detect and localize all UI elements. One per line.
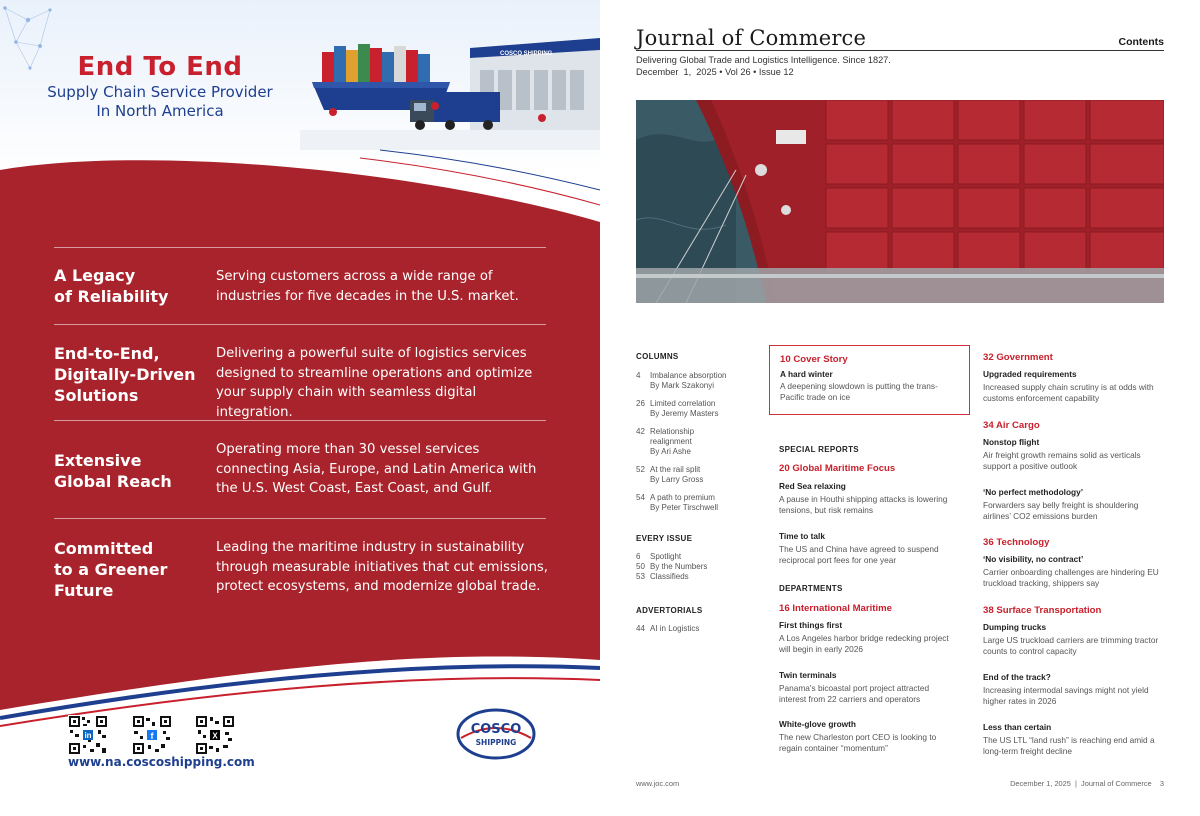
toc-entry[interactable]: 4 Imbalance absorption By Mark Szakonyi [636,371,727,390]
columns-section-label: COLUMNS [636,352,679,361]
toc-entry[interactable]: 26 Limited correlation By Jeremy Masters [636,399,719,418]
ad-feature-row [54,324,546,420]
footer-page-info: December 1, 2025 | Journal of Commerce 3 [1010,779,1164,788]
ad-feature-heading: A Legacy of Reliability [54,266,169,306]
ad-subheadline: Supply Chain Service Provider In North America [47,83,273,120]
ad-headline: End To End [77,52,243,82]
contents-label: Contents [1118,36,1164,48]
technology-title[interactable]: 36 Technology [983,537,1050,548]
government-title[interactable]: 32 Government [983,352,1053,363]
toc-article[interactable]: Time to talk The US and China have agreed to suspend reciprocal port fees for one year [779,531,939,565]
toc-article[interactable]: White-glove growth The new Charleston port CEO is looking to regain container “momentum” [779,719,937,753]
cover-story-title: 10 Cover Story [780,354,848,365]
journal-tagline: Delivering Global Trade and Logistics Intelligence. Since 1827. [636,55,891,65]
toc-article[interactable]: End of the track? Increasing intermodal savings might not yield higher rates in 2026 [983,672,1149,706]
toc-entry[interactable]: 42 Relationship realignment By Ari Ashe [636,427,695,456]
ad-feature-heading: Extensive Global Reach [54,451,172,491]
toc-article[interactable]: Red Sea relaxing A pause in Houthi shipping attacks is lowering tensions, but risk remains [779,481,948,515]
advertorials-section-label: ADVERTORIALS [636,606,703,615]
toc-entry[interactable]: 52 At the rail split By Larry Gross [636,465,704,484]
svg-text:X: X [212,731,218,741]
svg-text:in: in [84,731,92,740]
departments-label: DEPARTMENTS [779,584,843,593]
every-issue-section-label: EVERY ISSUE [636,534,693,543]
toc-entry[interactable]: 50 By the Numbers [636,562,708,571]
ad-feature-list [54,247,546,618]
svg-text:COSCO SHIPPING: COSCO SHIPPING [500,51,553,57]
cover-story-headline: A hard winter [780,369,833,379]
issue-info: December 1, 2025 • Vol 26 • Issue 12 [636,67,794,77]
cover-story-box[interactable] [769,345,970,415]
toc-article[interactable]: ‘No perfect methodology’ Forwarders say belly freight is shouldering airlines’ CO2 emissions burden [983,487,1139,521]
contents-page [600,0,1200,816]
svg-text:COSCO: COSCO [470,722,522,737]
x-qr-code[interactable] [195,715,235,755]
toc-entry[interactable]: 6 Spotlight [636,552,682,561]
toc-article[interactable]: Less than certain The US LTL “land rush” is reaching end amid a long-term freight decline [983,722,1155,756]
ad-feature-heading: End-to-End, Digitally-Driven Solutions [54,344,196,405]
toc-entry[interactable]: 54 A path to premium By Peter Tirschwell [636,493,719,512]
ad-website-link[interactable]: www.na.coscoshipping.com [68,755,255,769]
cover-photo-container-ship [636,100,1164,303]
ad-feature-text: Delivering a powerful suite of logistics services designed to streamline operations and optimize your supply chain with seamless digital integration. [216,346,533,420]
cover-story-description: A deepening slowdown is putting the trans-Pacific trade on ice [780,381,938,402]
toc-entry[interactable]: 53 Classifieds [636,572,689,581]
toc-article[interactable]: First things first A Los Angeles harbor bridge redecking project will begin in early 2026 [779,620,949,654]
toc-article[interactable]: Nonstop flight Air freight growth remains solid as verticals support a positive outlook [983,437,1141,471]
linkedin-qr-code[interactable] [68,715,108,755]
toc-article[interactable]: Dumping trucks Large US truckload carriers are trimming tractor counts to control capacity [983,622,1159,656]
toc-column-left [636,352,766,634]
air-cargo-title[interactable]: 34 Air Cargo [983,420,1040,431]
svg-text:SHIPPING: SHIPPING [475,738,517,747]
svg-text:f: f [150,731,154,741]
toc-article[interactable]: Twin terminals Panama's bicoastal port project attracted interest from 22 carriers and operators [779,670,930,704]
ad-feature-row [54,518,546,618]
special-reports-label: SPECIAL REPORTS [779,445,859,454]
footer-website[interactable]: www.joc.com [636,779,680,788]
international-maritime-title[interactable]: 16 International Maritime [779,603,893,614]
ad-feature-text: Operating more than 30 vessel services connecting Asia, Europe, and Latin America with the U.S. West Coast, East Coast, and Gulf. [216,442,537,496]
cosco-shipping-logo [455,708,537,760]
journal-title: Journal of Commerce [636,26,867,50]
ad-feature-text: Leading the maritime industry in sustainability through measurable initiatives that cut emissions, protect ecosystems, and modernize global trade. [216,540,548,594]
toc-article[interactable]: ‘No visibility, no contract’ Carrier onboarding challenges are hindering EU truckload tracking, shippers say [983,554,1159,588]
ad-feature-heading: Committed to a Greener Future [54,539,168,600]
global-maritime-focus-title[interactable]: 20 Global Maritime Focus [779,463,896,474]
title-rule [636,50,1164,51]
facebook-qr-code[interactable] [132,715,172,755]
ad-feature-row [54,247,546,324]
toc-article[interactable]: Upgraded requirements Increased supply chain scrutiny is at odds with customs enforcement capability [983,369,1154,403]
toc-entry[interactable]: 44 AI in Logistics [636,624,700,633]
ad-feature-text: Serving customers across a wide range of industries for five decades in the U.S. market. [216,269,519,304]
ad-feature-row [54,420,546,518]
surface-transportation-title[interactable]: 38 Surface Transportation [983,605,1102,616]
